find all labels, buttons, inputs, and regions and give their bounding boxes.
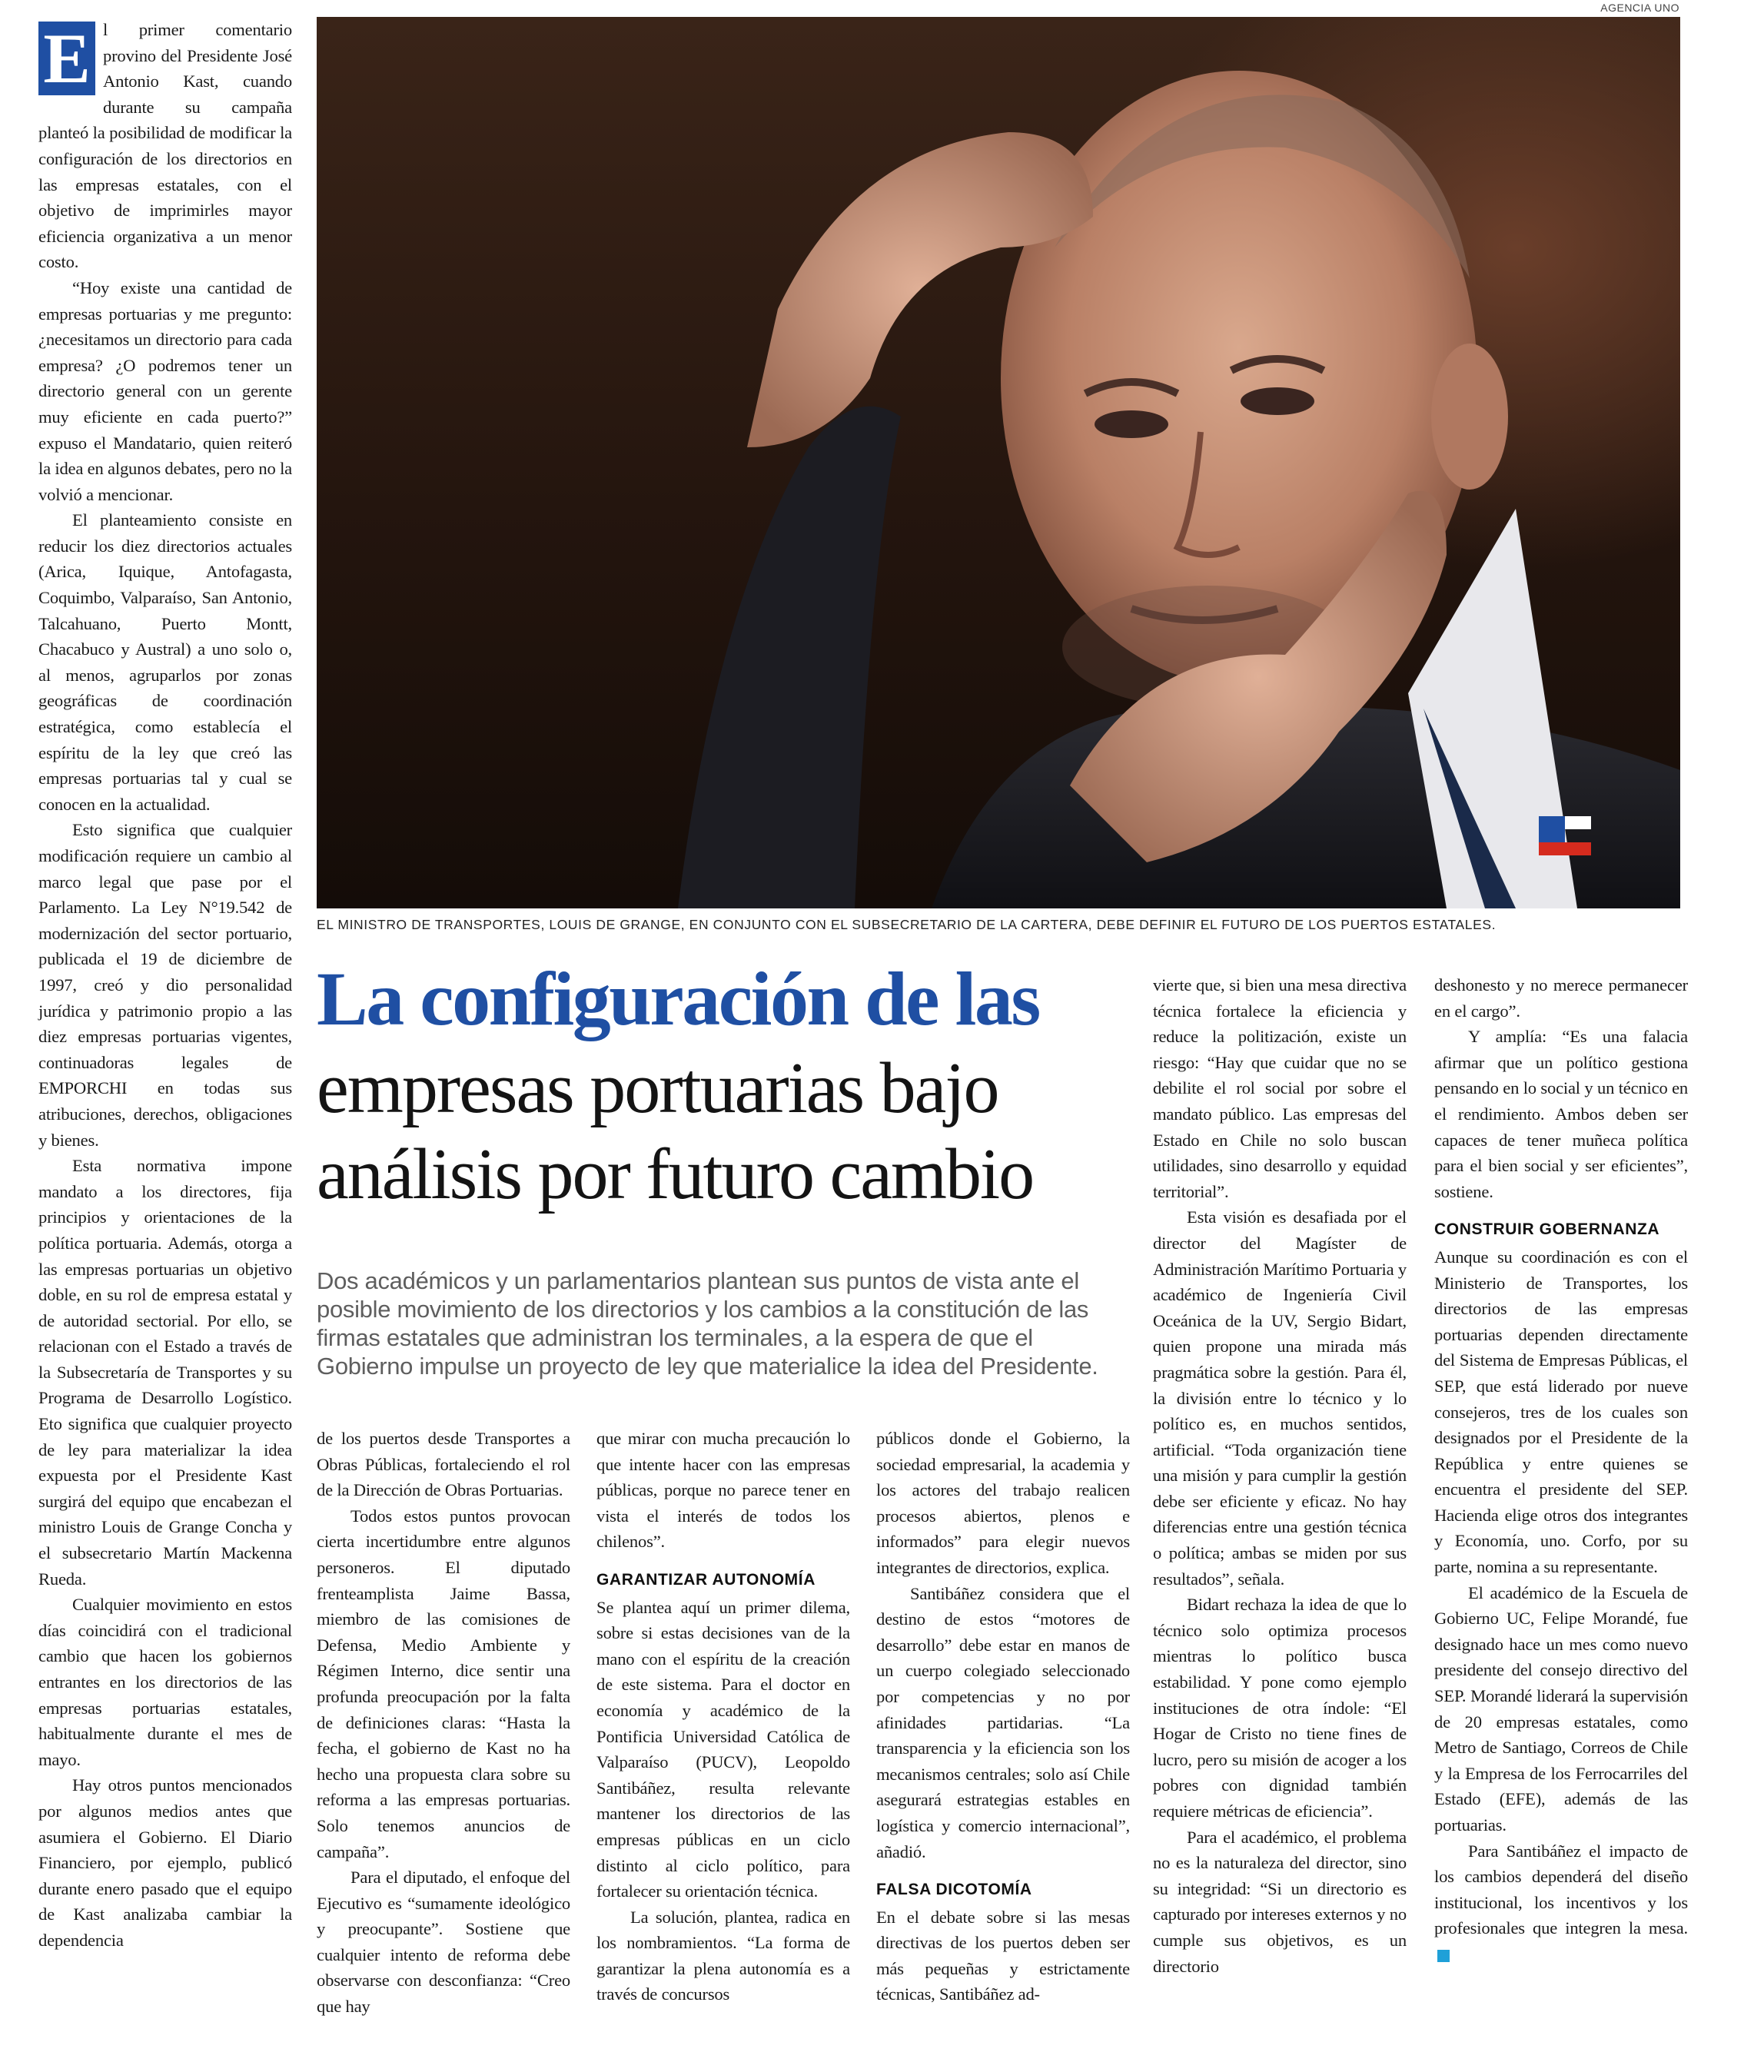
paragraph: Cualquier movimiento en estos días coincidirá con el tradicional cambio que hacen los gobiernos entrantes en los directorios de las empresas portuarias estatales, habitualmente durante el mes de mayo. (38, 1595, 292, 1769)
article-column-2 (317, 1426, 570, 2020)
paragraph: Se plantea aquí un primer dilema, sobre si estas decisiones van de la mano con el espíritu de la creación de este sistema. Para el doctor en economía y académico de la Pontificia Universidad Católica de Valparaíso (PUCV), Leopoldo Santibáñez, resulta relevante mantener los directorios de las empresas públicas en un ciclo distinto al ciclo político, para fortalecer su orientación técnica. (596, 1597, 850, 1901)
article-column-4 (876, 1426, 1130, 2007)
section-heading: GARANTIZAR AUTONOMÍA (596, 1570, 816, 1589)
headline (317, 953, 1131, 1217)
paragraph: El planteamiento consiste en reducir los diez directorios actuales (Arica, Iquique, Antofagasta, Coquimbo, Valparaíso, San Antonio, Talcahuano, Puerto Montt, Chacabuco y Austral) a uno solo o, al menos, agruparlos por zonas geográficas de coordinación estratégica, como establecía el espíritu de la ley que creó las empresas portuarias tal y cual se conocen en la actualidad. (38, 510, 292, 814)
minister-portrait-photo (317, 17, 1680, 908)
paragraph: que mirar con mucha precaución lo que intente hacer con las empresas públicas, porque no parece tener en vista el interés de todos los chilenos”. (596, 1429, 850, 1552)
article-column-3 (596, 1426, 850, 2007)
paragraph (1434, 1838, 1688, 1967)
paragraph: Esta normativa impone mandato a los directores, fija principios y orientaciones de la política portuaria. Además, otorga a las empresas portuarias un objetivo doble, en su rol de empresa estatal y de autoridad sectorial. Por ello, se relacionan con el Estado a través de la Subsecretaría de Transportes y su Programa de Desarrollo Logístico. Eto significa que cualquier proyecto de ley para materializar la idea expuesta por el Presidente Kast surgirá del equipo que encabezan el ministro Louis de Grange Concha y el subsecretario Martín Mackenna Rueda. (38, 1156, 292, 1589)
lede-paragraph: Dos académicos y un parlamentarios plantean sus puntos de vista ante el posible movimiento de los directorios y los cambios a la constitución de las firmas estatales que administran los terminales, a la espera de que el Gobierno impulse un proyecto de ley que materialice la idea del Presidente. (317, 1267, 1098, 1380)
paragraph: Aunque su coordinación es con el Ministerio de Transportes, los directorios de las empresas portuarias dependen directamente del Sistema de Empresas Públicas, el SEP, que está liderado por nueve consejeros, tres de los cuales son designados por el Presidente de la República y entre quienes se encuentra el presidente del SEP. Hacienda elige otros dos integrantes y Economía, uno. Corfo, por su parte, nomina a su representante. (1434, 1247, 1688, 1577)
headline-line-3: análisis por futuro cambio (317, 1134, 1034, 1214)
end-mark-icon (1437, 1950, 1450, 1962)
paragraph: de los puertos desde Transportes a Obras Públicas, fortaleciendo el rol de la Dirección de Obras Portuarias. (317, 1429, 570, 1500)
headline-line-2: empresas portuarias bajo (317, 1048, 998, 1128)
paragraph: En el debate sobre si las mesas directivas de los puertos deben ser más pequeñas y estrictamente técnicas, Santibáñez ad- (876, 1907, 1130, 2004)
paragraph: deshonesto y no merece permanecer en el cargo”. (1434, 975, 1688, 1021)
paragraph: Bidart rechaza la idea de que lo técnico solo optimiza procesos mientras lo político busca estabilidad. Y pone como ejemplo instituciones de otra índole: “El Hogar de Cristo no tiene fines de lucro, pero su misión de acoger a los pobres con dignidad también requiere métricas de eficiencia”. (1153, 1595, 1407, 1821)
paragraph: El académico de la Escuela de Gobierno UC, Felipe Morandé, fue designado hace un mes como nuevo presidente del consejo directivo del SEP. Morandé liderará la supervisión de 20 empresas estatales, como Metro de Santiago, Correos de Chile y la Empresa de los Ferrocarriles del Estado (EFE), además de las portuarias. (1434, 1582, 1688, 1835)
photo-credit: AGENCIA UNO (1600, 2, 1679, 14)
article-column-1 (38, 17, 292, 1954)
final-paragraph-text: Para Santibáñez el impacto de los cambios dependerá del diseño institucional, los incentivos y los profesionales que integren la mesa. (1434, 1841, 1688, 1938)
paragraph: Todos estos puntos provocan cierta incertidumbre entre algunos personeros. El diputado frenteamplista Jaime Bassa, miembro de las comisiones de Defensa, Medio Ambiente y Régimen Interno, dice sentir una profunda preocupación por la falta de definiciones claras: “Hasta la fecha, el gobierno de Kast no ha hecho una propuesta clara sobre su reforma a las empresas portuarias. Solo tenemos anuncios de campaña”. (317, 1506, 570, 1861)
paragraph: vierte que, si bien una mesa directiva técnica fortalece la eficiencia y reduce la politización, existe un riesgo: “Hay que cuidar que no se debilite el rol social por sobre el mandato público. Las empresas del Estado en Chile no solo buscan utilidades, sino desarrollo y equidad territorial”. (1153, 975, 1407, 1201)
paragraph: Esto significa que cualquier modificación requiere un cambio al marco legal que pase por el Parlamento. La Ley N°19.542 de modernización del sector portuario, publicada el 19 de diciembre de 1997, creó y dio personalidad jurídica y patrimonio propio a las diez empresas portuarias vigentes, continuadoras legales de EMPORCHI en todas sus atribuciones, derechos, obligaciones y bienes. (38, 820, 292, 1150)
section-heading: FALSA DICOTOMÍA (876, 1881, 1032, 1899)
article-column-6 (1434, 972, 1688, 1967)
paragraph: Para el académico, el problema no es la naturaleza del director, sino su integridad: “Si un directorio es capturado por intereses externos y no cumple sus objetivos, es un directorio (1153, 1827, 1407, 1976)
headline-line-1: La configuración de las (317, 956, 1039, 1041)
photo-caption: EL MINISTRO DE TRANSPORTES, LOUIS DE GRANGE, EN CONJUNTO CON EL SUBSECRETARIO DE LA CARTERA, DEBE DEFINIR EL FUTURO DE LOS PUERTOS ESTATALES. (317, 917, 1497, 932)
paragraph: l primer comentario provino del Presidente José Antonio Kast, cuando durante su campaña planteó la posibilidad de modificar la configuración de los directorios en las empresas estatales, con el objetivo de imprimirles mayor eficiencia organizativa a un menor costo. (38, 20, 292, 272)
paragraph: Para el diputado, el enfoque del Ejecutivo es “sumamente ideológico y preocupante”. Sostiene que cualquier intento de reforma debe observarse con desconfianza: “Creo que hay (317, 1868, 570, 2017)
paragraph: públicos donde el Gobierno, la sociedad empresarial, la academia y los actores del trabajo realicen procesos abiertos, plenos e informados” para elegir nuevos integrantes de directorios, explica. (876, 1429, 1130, 1577)
drop-cap: E (38, 22, 95, 95)
paragraph: “Hoy existe una cantidad de empresas portuarias y me pregunto: ¿necesitamos un directorio para cada empresa? ¿O podremos tener un directorio general con un gerente muy eficiente en cada puerto?” expuso el Mandatario, quien reiteró la idea en algunos debates, pero no la volvió a mencionar. (38, 277, 292, 504)
paragraph: Santibáñez considera que el destino de estos “motores de desarrollo” debe estar en manos de un cuerpo colegiado seleccionado por competencias y no por afinidades partidarias. “La transparencia y la eficiencia son los mecanismos centrales; solo así Chile asegurará estrategias estables en logística y comercio internacional”, añadió. (876, 1583, 1130, 1861)
article-column-5 (1153, 972, 1407, 1979)
portrait-illustration-icon (317, 17, 1680, 908)
paragraph: La solución, plantea, radica en los nombramientos. “La forma de garantizar la plena autonomía es a través de concursos (596, 1907, 850, 2004)
paragraph: Hay otros puntos mencionados por algunos medios antes que asumiera el Gobierno. El Diario Financiero, por ejemplo, publicó durante enero pasado que el equipo de Kast analizaba cambiar la dependencia (38, 1775, 292, 1950)
section-heading: CONSTRUIR GOBERNANZA (1434, 1220, 1660, 1239)
paragraph: Y amplía: “Es una falacia afirmar que un político gestiona pensando en lo social y un técnico en el rendimiento. Ambos deben ser capaces de tener muñeca política para el bien social y ser eficientes”, sostiene. (1434, 1027, 1688, 1201)
paragraph: Esta visión es desafiada por el director del Magíster de Administración Marítimo Portuaria y académico de Ingeniería Civil Oceánica de la UV, Sergio Bidart, quien propone una mirada más pragmática sobre la gestión. Para él, la división entre lo técnico y lo político es, en muchos sentidos, artificial. “Toda organización tiene una misión y para cumplir la gestión debe ser eficiente y eficaz. No hay diferencias entre una gestión técnica o política; ambas se miden por sus resultados”, señala. (1153, 1207, 1407, 1589)
